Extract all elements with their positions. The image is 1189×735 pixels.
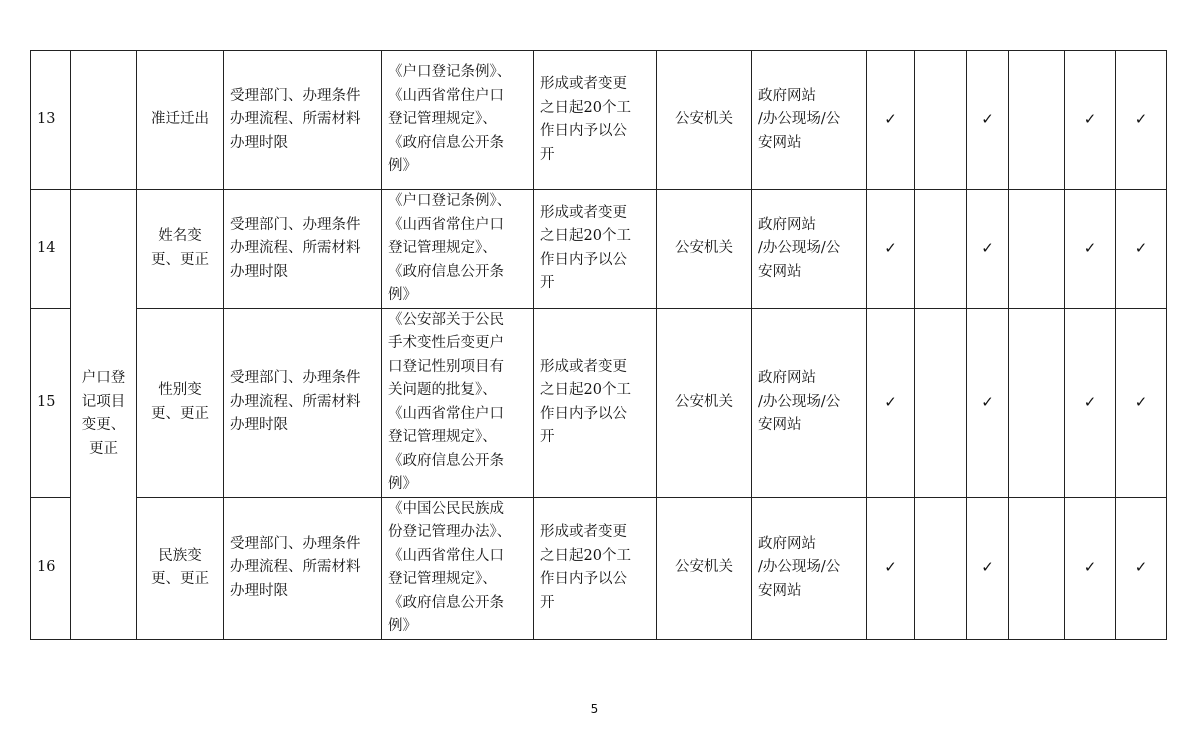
content-cell: 受理部门、办理条件 办理流程、所需材料 办理时限 [224,497,382,639]
item-name: 民族变 更、更正 [137,497,224,639]
channel-cell: 政府网站 /办公现场/公 安网站 [752,190,867,309]
check-mark: ✓ [867,51,915,190]
check-mark: ✓ [967,51,1009,190]
content-cell: 受理部门、办理条件 办理流程、所需材料 办理时限 [224,308,382,497]
item-name: 准迁迁出 [137,51,224,190]
check-mark: ✓ [1065,190,1116,309]
item-name: 性别变 更、更正 [137,308,224,497]
channel-cell: 政府网站 /办公现场/公 安网站 [752,308,867,497]
page-number: 5 [590,702,599,716]
empty-cell [915,51,967,190]
empty-cell [1009,308,1065,497]
check-mark: ✓ [1065,308,1116,497]
check-mark: ✓ [1065,51,1116,190]
empty-cell [915,308,967,497]
disclosure-table [30,50,1167,640]
empty-cell [915,497,967,639]
row-number: 15 [31,308,71,497]
content-cell: 受理部门、办理条件 办理流程、所需材料 办理时限 [224,190,382,309]
time-limit-cell: 形成或者变更 之日起20个工 作日内予以公 开 [534,497,657,639]
empty-cell [1009,190,1065,309]
row-number: 16 [31,497,71,639]
subject-cell: 公安机关 [657,190,752,309]
category-cell [71,51,137,190]
check-mark: ✓ [1116,308,1167,497]
table-row [31,308,1167,497]
check-mark: ✓ [1116,190,1167,309]
category-cell: 户口登 记项目 变更、 更正 [71,190,137,640]
channel-cell: 政府网站 /办公现场/公 安网站 [752,497,867,639]
table-row [31,190,1167,309]
check-mark: ✓ [867,497,915,639]
channel-cell: 政府网站 /办公现场/公 安网站 [752,51,867,190]
basis-cell: 《户口登记条例》、 《山西省常住户口 登记管理规定》、 《政府信息公开条 例》 [382,190,534,309]
check-mark: ✓ [967,190,1009,309]
check-mark: ✓ [1065,497,1116,639]
check-mark: ✓ [967,497,1009,639]
basis-cell: 《户口登记条例》、 《山西省常住户口 登记管理规定》、 《政府信息公开条 例》 [382,51,534,190]
table-row [31,497,1167,639]
check-mark: ✓ [1116,497,1167,639]
check-mark: ✓ [1116,51,1167,190]
subject-cell: 公安机关 [657,308,752,497]
empty-cell [1009,497,1065,639]
table-row [31,51,1167,190]
item-name: 姓名变 更、更正 [137,190,224,309]
basis-cell: 《公安部关于公民 手术变性后变更户 口登记性别项目有 关问题的批复》、 《山西省常住户口 登记管理规定》、 《政府信息公开条 例》 [382,308,534,497]
check-mark: ✓ [967,308,1009,497]
basis-cell: 《中国公民民族成 份登记管理办法》、 《山西省常住人口 登记管理规定》、 《政府信息公开条 例》 [382,497,534,639]
empty-cell [915,190,967,309]
row-number: 13 [31,51,71,190]
empty-cell [1009,51,1065,190]
subject-cell: 公安机关 [657,497,752,639]
time-limit-cell: 形成或者变更 之日起20个工 作日内予以公 开 [534,308,657,497]
check-mark: ✓ [867,190,915,309]
check-mark: ✓ [867,308,915,497]
content-cell: 受理部门、办理条件 办理流程、所需材料 办理时限 [224,51,382,190]
time-limit-cell: 形成或者变更 之日起20个工 作日内予以公 开 [534,51,657,190]
time-limit-cell: 形成或者变更 之日起20个工 作日内予以公 开 [534,190,657,309]
row-number: 14 [31,190,71,309]
subject-cell: 公安机关 [657,51,752,190]
